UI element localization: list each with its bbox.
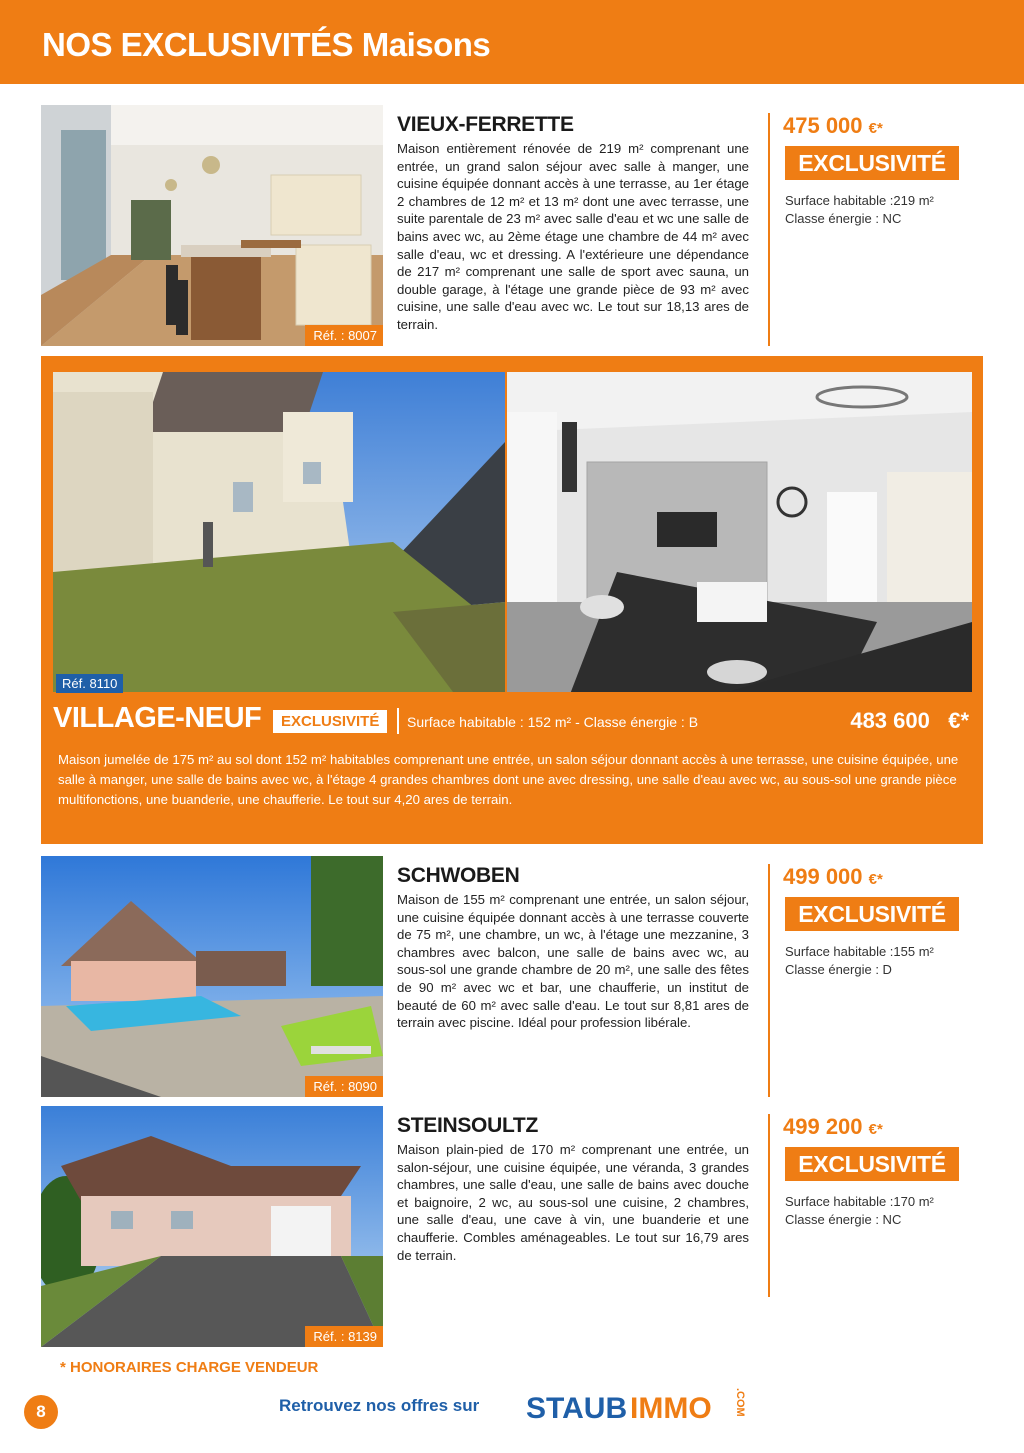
listing-price [783, 864, 883, 890]
listing-specs [785, 943, 934, 979]
exclusive-badge: EXCLUSIVITÉ [273, 710, 387, 733]
energy-class-text: Classe énergie : NC [785, 1212, 902, 1227]
house-garden-photo [53, 372, 505, 692]
featured-title: VILLAGE-NEUF [53, 702, 262, 734]
fees-footnote: * HONORAIRES CHARGE VENDEUR [60, 1359, 319, 1376]
divider [768, 864, 770, 1097]
surface-text: Surface habitable :219 m² [785, 193, 934, 208]
exclusive-badge: EXCLUSIVITÉ [785, 897, 959, 931]
listing-title: SCHWOBEN [397, 864, 520, 887]
price-currency: €* [868, 871, 883, 888]
svg-text:IMMO: IMMO [630, 1392, 712, 1425]
featured-photo-interior[interactable] [507, 372, 972, 692]
divider [768, 1114, 770, 1297]
page-number: 8 [24, 1395, 58, 1429]
listing-steinsoultz [0, 1106, 1024, 1347]
living-room-photo [507, 372, 972, 692]
reference-label: Réf. : 8090 [305, 1076, 383, 1097]
page-header [0, 0, 1024, 84]
price-currency: €* [948, 708, 969, 733]
listing-specs [785, 1193, 934, 1229]
svg-text:STAUB: STAUB [526, 1392, 628, 1425]
house-pool-photo [41, 856, 383, 1097]
surface-text: Surface habitable :170 m² [785, 1194, 934, 1209]
featured-listing-village-neuf [41, 356, 983, 844]
listing-photo[interactable] [41, 856, 383, 1097]
listing-photo[interactable] [41, 105, 383, 346]
listing-title: STEINSOULTZ [397, 1114, 538, 1137]
svg-text:.COM: .COM [734, 1388, 746, 1417]
reference-label: Réf. : 8139 [305, 1326, 383, 1347]
featured-specs: Surface habitable : 152 m² - Classe énergie : B [407, 714, 699, 730]
listing-title: VIEUX-FERRETTE [397, 113, 574, 136]
featured-price [850, 708, 969, 734]
exclusive-badge: EXCLUSIVITÉ [785, 146, 959, 180]
exclusive-badge: EXCLUSIVITÉ [785, 1147, 959, 1181]
listing-description: Maison entièrement rénovée de 219 m² comprenant une entrée, un grand salon séjour avec salle à manger, une cuisine équipée donnant accès à une terrasse, au 1er étage 2 chambres de 12 m² et 13 m² dont une avec terrasse, une suite parentale de 23 m² avec salle d'eau et wc une salle de bains avec wc, au 2ème étage une chambre de 44 m² avec salle d'eau, wc et dressing. A l'extérieure une dépendance de 217 m² comprenant une salle de sport avec sauna, un double garage, à l'étage une grande pièce de 93 m² avec cuisine, une salle d'eau avec wc. Le tout sur 18,13 ares de terrain. [397, 141, 749, 332]
kitchen-photo [41, 105, 383, 346]
listing-description: Maison de 155 m² comprenant une entrée, un salon séjour, une cuisine équipée donnant accès à une terrasse couverte de 75 m², une chambre, un wc, à l'étage une mezzanine, 3 chambres avec balcon, une salle de bains avec wc, au sous-sol une grande chambre de 20 m², une salle des fêtes de 90 m² avec wc et bar, une chaufferie, un institut de beauté de 60 m² avec salle d'eau. Le tout sur 8,81 ares de terrain avec piscine. Idéal pour profession libérale. [397, 892, 749, 1031]
listing-price [783, 1114, 883, 1140]
page-title: NOS EXCLUSIVITÉS Maisons [42, 26, 491, 63]
price-value: 499 000 [783, 864, 863, 889]
listing-schwoben [0, 856, 1024, 1097]
offers-link-text[interactable]: Retrouvez nos offres sur [279, 1396, 480, 1415]
price-value: 483 600 [850, 708, 930, 733]
staubimmo-logo[interactable] [526, 1386, 756, 1435]
price-value: 499 200 [783, 1114, 863, 1139]
listing-price [783, 113, 883, 139]
surface-text: Surface habitable :155 m² [785, 944, 934, 959]
featured-description: Maison jumelée de 175 m² au sol dont 152 m² habitables comprenant une entrée, un salon séjour donnant accès à une terrasse, une cuisine équipée, une salle à manger, une salle de bains avec wc, à l'étage 4 grandes chambres dont une avec dressing, une salle d'eau avec wc, au sous-sol une grande pièce multifonctions, une buanderie, une chaufferie. Le tout sur 4,20 ares de terrain. [58, 752, 959, 807]
house-driveway-photo [41, 1106, 383, 1347]
logo-graphic [526, 1386, 756, 1430]
reference-label: Réf. : 8007 [305, 325, 383, 346]
listing-description: Maison plain-pied de 170 m² comprenant une entrée, un salon-séjour, une cuisine équipée, une véranda, 3 grandes chambres, une salle d'eau, une salle de bains avec douche et baignoire, 2 wc, au sous-sol une cuisine, 2 chambres, une salle d'eau, une cave à vin, une buanderie et une chaufferie. Combles aménageables. Le tout sur 16,79 ares de terrain. [397, 1142, 749, 1263]
energy-class-text: Classe énergie : NC [785, 211, 902, 226]
listing-specs [785, 192, 934, 228]
divider [397, 708, 399, 734]
divider [768, 113, 770, 346]
energy-class-text: Classe énergie : D [785, 962, 892, 977]
reference-label: Réf. 8110 [56, 674, 123, 693]
price-currency: €* [868, 120, 883, 137]
featured-photo-exterior[interactable] [53, 372, 505, 692]
price-value: 475 000 [783, 113, 863, 138]
price-currency: €* [868, 1121, 883, 1138]
listing-vieux-ferrette [0, 105, 1024, 346]
listing-photo[interactable] [41, 1106, 383, 1347]
